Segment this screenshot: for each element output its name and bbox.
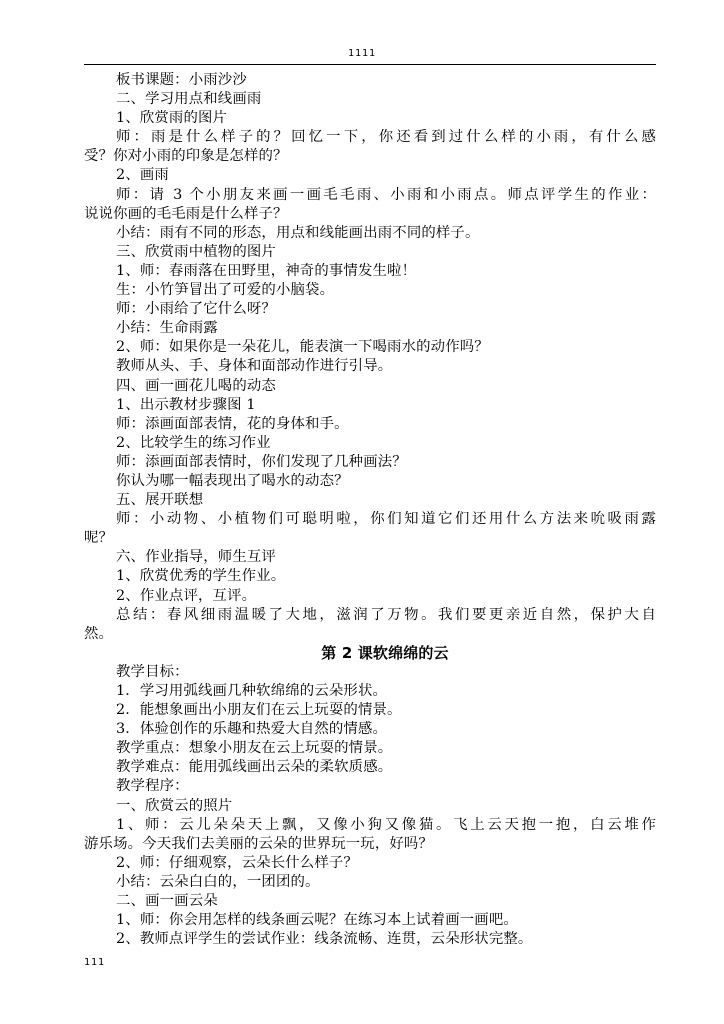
text-line: 1．学习用弧线画几种软绵绵的云朵形状。 [116, 683, 388, 699]
text-line: 三、欣赏雨中植物的图片 [116, 243, 276, 260]
text-line: 二、学习用点和线画雨 [116, 91, 262, 108]
text-line: 1、出示教材步骤图 1 [116, 396, 256, 413]
text-line: 教学目标： [116, 663, 189, 680]
text-line: 小结：云朵白白的，一团团的。 [116, 873, 320, 890]
text-line: 2、作业点评，互评。 [116, 587, 257, 604]
text-line: 小结：生命雨露 [116, 320, 218, 337]
text-line: 小结：雨有不同的形态，用点和线能画出雨不同的样子。 [116, 224, 480, 241]
text-line: 你认为哪一幅表现出了喝水的动态？ [116, 472, 349, 489]
text-line: 师：添画面部表情，花的身体和手。 [116, 415, 349, 432]
text-line: 1、欣赏优秀的学生作业。 [116, 568, 286, 585]
text-line: 1、师：春雨落在田野里，神奇的事情发生啦！ [116, 262, 417, 279]
text-line: 然。 [84, 625, 114, 642]
text-line: 2、比较学生的练习作业 [116, 434, 271, 451]
text-line: 1、师：云儿朵朵天上飘，又像小狗又像猫。飞上云天抱一抱，白云堆作 [116, 816, 656, 833]
document-body [84, 71, 656, 949]
text-line: 教学重点：想象小朋友在云上玩耍的情景。 [116, 740, 393, 757]
text-line: 五、展开联想 [116, 492, 204, 509]
page-header: 1111 [347, 48, 377, 59]
text-line: 师：小动物、小植物们可聪明啦，你们知道它们还用什么方法来吮吸雨露 [116, 511, 656, 528]
text-line: 总结：春风细雨温暖了大地，滋润了万物。我们要更亲近自然，保护大自 [116, 606, 656, 623]
text-line: 2、画雨 [116, 167, 169, 184]
text-line: 教学程序： [116, 778, 189, 795]
text-line: 师：请 3 个小朋友来画一画毛毛雨、小雨和小雨点。师点评学生的作业： [116, 186, 656, 203]
text-line: 板书课题：小雨沙沙 [116, 72, 247, 88]
text-line: 受？你对小雨的印象是怎样的？ [84, 148, 288, 165]
text-line: 说说你画的毛毛雨是什么样子？ [84, 205, 288, 222]
text-line: 1、师：你会用怎样的线条画云呢？在练习本上试着画一画吧。 [116, 912, 518, 929]
text-line: 六、作业指导，师生互评 [116, 549, 276, 566]
text-line: 1、欣赏雨的图片 [116, 110, 228, 127]
text-line: 一、欣赏云的照片 [116, 797, 233, 814]
text-line: 2、师：仔细观察，云朵长什么样子？ [116, 854, 358, 871]
page-footer: 111 [84, 957, 106, 968]
lesson-heading: 第 2 课软绵绵的云 [321, 643, 449, 662]
text-line: 3．体验创作的乐趣和热爱大自然的情感。 [116, 721, 388, 738]
text-line: 四、画一画花儿喝的动态 [116, 377, 276, 394]
text-line: 教师从头、手、身体和面部动作进行引导。 [116, 358, 393, 375]
text-line: 呢？ [84, 530, 114, 547]
text-line: 2、教师点评学生的尝试作业：线条流畅、连贯，云朵形状完整。 [116, 931, 533, 948]
text-line: 游乐场。今天我们去美丽的云朵的世界玩一玩，好吗？ [84, 835, 433, 852]
text-line: 师：小雨给了它什么呀？ [116, 301, 276, 318]
text-line: 2．能想象画出小朋友们在云上玩耍的情景。 [116, 702, 402, 719]
text-line: 二、画一画云朵 [116, 893, 218, 910]
header-rule [84, 64, 656, 65]
text-line: 教学难点：能用弧线画出云朵的柔软质感。 [116, 759, 393, 776]
text-line: 生：小竹笋冒出了可爱的小脑袋。 [116, 282, 335, 299]
text-line: 师：添画面部表情时，你们发现了几种画法？ [116, 453, 407, 470]
text-line: 2、师：如果你是一朵花儿，能表演一下喝雨水的动作吗？ [116, 339, 489, 356]
text-line: 师：雨是什么样子的？回忆一下，你还看到过什么样的小雨，有什么感 [116, 129, 656, 146]
